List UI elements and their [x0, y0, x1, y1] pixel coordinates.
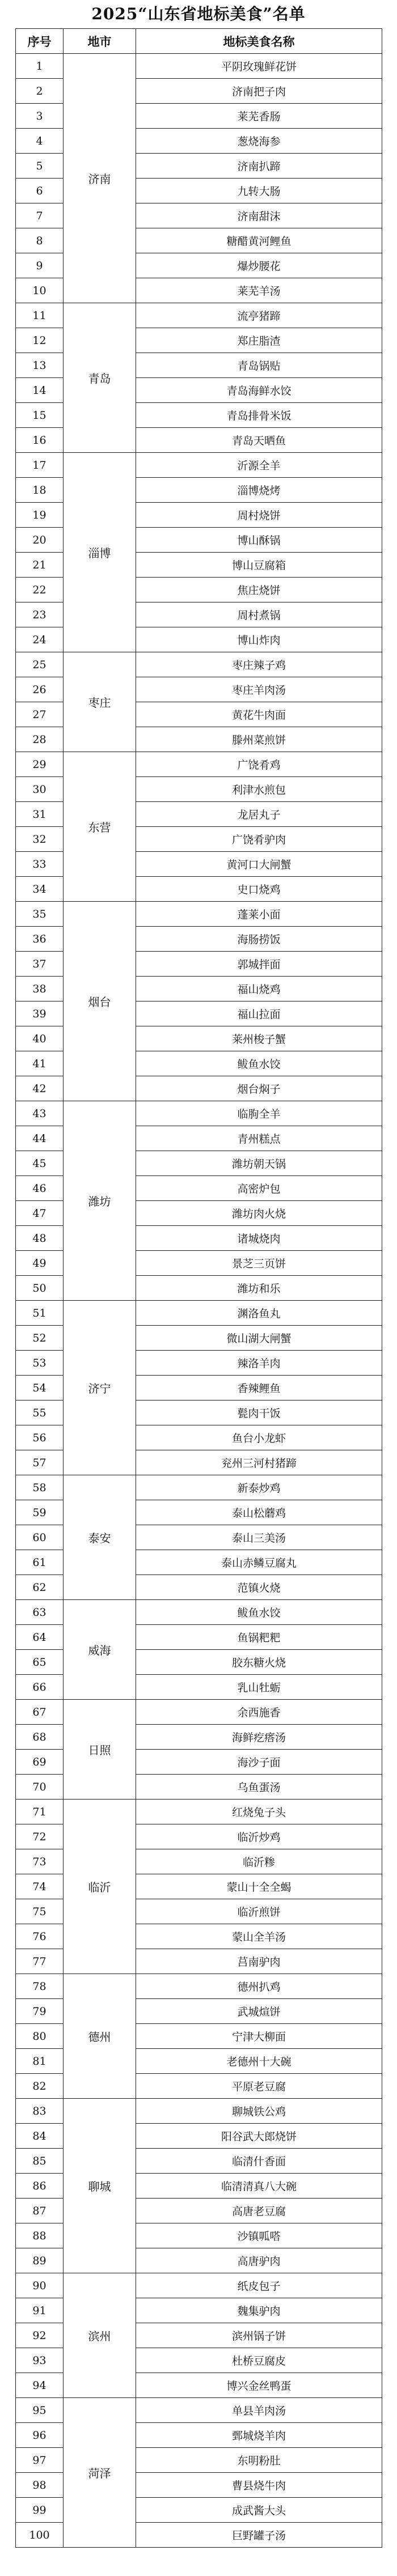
food-name: 青岛天晒鱼 — [136, 428, 382, 453]
city-cell: 威海 — [64, 1600, 136, 1700]
row-number: 32 — [16, 827, 64, 852]
row-number: 24 — [16, 627, 64, 652]
food-name: 淄博烧烤 — [136, 478, 382, 503]
row-number: 68 — [16, 1725, 64, 1750]
food-name: 泰山赤鳞豆腐丸 — [136, 1550, 382, 1575]
row-number: 79 — [16, 1999, 64, 2024]
city-cell: 淄博 — [64, 453, 136, 652]
city-cell: 临沂 — [64, 1800, 136, 1974]
row-number: 50 — [16, 1276, 64, 1301]
food-name: 爆炒腰花 — [136, 253, 382, 278]
row-number: 17 — [16, 453, 64, 478]
food-name: 鱼台小龙虾 — [136, 1425, 382, 1450]
food-name: 博兴金丝鸭蛋 — [136, 2373, 382, 2398]
row-number: 21 — [16, 553, 64, 578]
row-number: 35 — [16, 902, 64, 927]
header-food-name: 地标美食名称 — [136, 29, 382, 54]
row-number: 31 — [16, 802, 64, 827]
row-number: 22 — [16, 578, 64, 602]
row-number: 67 — [16, 1700, 64, 1725]
food-name: 辣洛羊肉 — [136, 1351, 382, 1376]
row-number: 98 — [16, 2473, 64, 2498]
food-name: 博山酥锅 — [136, 528, 382, 553]
row-number: 20 — [16, 528, 64, 553]
food-name: 聊城铁公鸡 — [136, 2099, 382, 2124]
city-cell: 济南 — [64, 54, 136, 303]
row-number: 14 — [16, 378, 64, 403]
row-number: 40 — [16, 1026, 64, 1051]
row-number: 27 — [16, 702, 64, 727]
row-number: 44 — [16, 1126, 64, 1151]
row-number: 51 — [16, 1301, 64, 1326]
row-number: 89 — [16, 2248, 64, 2273]
food-name: 黄河口大闸蟹 — [136, 852, 382, 877]
row-number: 15 — [16, 403, 64, 428]
city-cell: 日照 — [64, 1700, 136, 1800]
food-name: 潍坊肉火烧 — [136, 1201, 382, 1226]
row-number: 58 — [16, 1475, 64, 1500]
row-number: 80 — [16, 2024, 64, 2049]
row-number: 73 — [16, 1849, 64, 1874]
row-number: 85 — [16, 2149, 64, 2174]
row-number: 29 — [16, 752, 64, 777]
row-number: 93 — [16, 2348, 64, 2373]
row-number: 74 — [16, 1874, 64, 1899]
table-row — [16, 1101, 382, 1126]
row-number: 76 — [16, 1924, 64, 1949]
food-name: 蒙山十全全蝎 — [136, 1874, 382, 1899]
page-title: 2025“山东省地标美食”名单 — [91, 5, 306, 23]
row-number: 48 — [16, 1226, 64, 1251]
table-row — [16, 902, 382, 927]
food-name: 黄花牛肉面 — [136, 702, 382, 727]
food-name: 潍坊和乐 — [136, 1276, 382, 1301]
food-name: 临清清真八大碗 — [136, 2174, 382, 2199]
food-name: 博山炸肉 — [136, 627, 382, 652]
food-name: 莱州梭子蟹 — [136, 1026, 382, 1051]
table-row — [16, 2273, 382, 2298]
food-name: 魏集驴肉 — [136, 2298, 382, 2323]
row-number: 65 — [16, 1650, 64, 1675]
row-number: 99 — [16, 2498, 64, 2523]
food-name: 兖州三河村猪蹄 — [136, 1450, 382, 1475]
row-number: 47 — [16, 1201, 64, 1226]
row-number: 81 — [16, 2049, 64, 2074]
row-number: 19 — [16, 503, 64, 528]
row-number: 1 — [16, 54, 64, 79]
row-number: 55 — [16, 1401, 64, 1425]
table-row — [16, 303, 382, 328]
food-name: 滕州菜煎饼 — [136, 727, 382, 752]
table-header-row — [16, 29, 382, 54]
city-cell: 青岛 — [64, 303, 136, 453]
row-number: 61 — [16, 1550, 64, 1575]
city-cell: 烟台 — [64, 902, 136, 1101]
row-number: 13 — [16, 353, 64, 378]
row-number: 38 — [16, 977, 64, 1001]
row-number: 83 — [16, 2099, 64, 2124]
food-name: 莱芜羊汤 — [136, 278, 382, 303]
food-name: 焦庄烧饼 — [136, 578, 382, 602]
row-number: 23 — [16, 602, 64, 627]
food-name: 泰山松蘑鸡 — [136, 1500, 382, 1525]
food-name: 周村烧饼 — [136, 503, 382, 528]
row-number: 25 — [16, 652, 64, 677]
food-name: 高唐驴肉 — [136, 2248, 382, 2273]
food-name: 济南扒蹄 — [136, 154, 382, 179]
row-number: 36 — [16, 927, 64, 952]
food-name: 高密炉包 — [136, 1176, 382, 1201]
row-number: 71 — [16, 1800, 64, 1824]
row-number: 53 — [16, 1351, 64, 1376]
row-number: 95 — [16, 2398, 64, 2423]
row-number: 45 — [16, 1151, 64, 1176]
row-number: 84 — [16, 2124, 64, 2149]
row-number: 4 — [16, 129, 64, 154]
food-name: 高唐老豆腐 — [136, 2199, 382, 2223]
food-name: 香辣鲤鱼 — [136, 1376, 382, 1401]
header-number: 序号 — [16, 29, 64, 54]
food-name: 青岛海鲜水饺 — [136, 378, 382, 403]
row-number: 78 — [16, 1974, 64, 1999]
row-number: 54 — [16, 1376, 64, 1401]
city-cell: 聊城 — [64, 2099, 136, 2273]
table-row — [16, 652, 382, 677]
food-name: 余西施香 — [136, 1700, 382, 1725]
table-row — [16, 1974, 382, 1999]
row-number: 16 — [16, 428, 64, 453]
city-cell: 潍坊 — [64, 1101, 136, 1301]
food-name: 史口烧鸡 — [136, 877, 382, 902]
row-number: 87 — [16, 2199, 64, 2223]
row-number: 41 — [16, 1051, 64, 1076]
food-name: 宁津大柳面 — [136, 2024, 382, 2049]
city-cell: 菏泽 — [64, 2398, 136, 2548]
food-name: 龙居丸子 — [136, 802, 382, 827]
food-name: 临沂糁 — [136, 1849, 382, 1874]
row-number: 63 — [16, 1600, 64, 1625]
food-name: 渊洛鱼丸 — [136, 1301, 382, 1326]
food-name: 鲅鱼水饺 — [136, 1600, 382, 1625]
food-name: 枣庄辣子鸡 — [136, 652, 382, 677]
food-name: 纸皮包子 — [136, 2273, 382, 2298]
food-name: 临沂煎饼 — [136, 1899, 382, 1924]
food-name: 葱烧海参 — [136, 129, 382, 154]
food-name: 胶东糖火烧 — [136, 1650, 382, 1675]
food-name: 蒙山全羊汤 — [136, 1924, 382, 1949]
row-number: 75 — [16, 1899, 64, 1924]
food-name: 诸城烧肉 — [136, 1226, 382, 1251]
row-number: 10 — [16, 278, 64, 303]
row-number: 7 — [16, 203, 64, 228]
food-name: 东明粉肚 — [136, 2448, 382, 2473]
table-row — [16, 2099, 382, 2124]
city-cell: 滨州 — [64, 2273, 136, 2398]
row-number: 2 — [16, 79, 64, 104]
food-name: 新泰炒鸡 — [136, 1475, 382, 1500]
row-number: 30 — [16, 777, 64, 802]
row-number: 97 — [16, 2448, 64, 2473]
food-name: 平原老豆腐 — [136, 2074, 382, 2099]
row-number: 77 — [16, 1949, 64, 1974]
row-number: 42 — [16, 1076, 64, 1101]
row-number: 28 — [16, 727, 64, 752]
row-number: 62 — [16, 1575, 64, 1600]
food-name: 利津水煎包 — [136, 777, 382, 802]
row-number: 72 — [16, 1824, 64, 1849]
city-cell: 东营 — [64, 752, 136, 902]
food-name: 博山豆腐箱 — [136, 553, 382, 578]
city-cell: 济宁 — [64, 1301, 136, 1475]
header-city: 地市 — [64, 29, 136, 54]
row-number: 46 — [16, 1176, 64, 1201]
food-name: 海鲜疙瘩汤 — [136, 1725, 382, 1750]
row-number: 33 — [16, 852, 64, 877]
food-name: 微山湖大闸蟹 — [136, 1326, 382, 1351]
food-name: 红烧兔子头 — [136, 1800, 382, 1824]
food-name: 范镇火烧 — [136, 1575, 382, 1600]
food-name: 广饶肴驴肉 — [136, 827, 382, 852]
food-name: 福山拉面 — [136, 1001, 382, 1026]
row-number: 64 — [16, 1625, 64, 1650]
food-name: 流亭猪蹄 — [136, 303, 382, 328]
food-name: 曹县烧牛肉 — [136, 2473, 382, 2498]
food-name: 济南把子肉 — [136, 79, 382, 104]
food-name: 海沙子面 — [136, 1750, 382, 1775]
row-number: 49 — [16, 1251, 64, 1276]
row-number: 100 — [16, 2523, 64, 2548]
food-name: 单县羊肉汤 — [136, 2398, 382, 2423]
food-name: 临沂炒鸡 — [136, 1824, 382, 1849]
food-name: 潍坊朝天锅 — [136, 1151, 382, 1176]
food-name: 巨野罐子汤 — [136, 2523, 382, 2548]
food-name: 广饶肴鸡 — [136, 752, 382, 777]
food-name: 济南甜沫 — [136, 203, 382, 228]
food-name: 滨州锅子饼 — [136, 2323, 382, 2348]
row-number: 3 — [16, 104, 64, 129]
food-name: 郭城拌面 — [136, 952, 382, 977]
row-number: 43 — [16, 1101, 64, 1126]
food-name: 周村煮锅 — [136, 602, 382, 627]
table-row — [16, 1800, 382, 1824]
row-number: 56 — [16, 1425, 64, 1450]
city-cell: 枣庄 — [64, 652, 136, 752]
food-name: 甏肉干饭 — [136, 1401, 382, 1425]
row-number: 94 — [16, 2373, 64, 2398]
food-name: 沂源全羊 — [136, 453, 382, 478]
table-row — [16, 54, 382, 79]
food-name: 青岛锅贴 — [136, 353, 382, 378]
food-name: 德州扒鸡 — [136, 1974, 382, 1999]
food-name: 九转大肠 — [136, 179, 382, 203]
row-number: 59 — [16, 1500, 64, 1525]
city-cell: 泰安 — [64, 1475, 136, 1600]
food-name: 乳山牡蛎 — [136, 1675, 382, 1700]
city-cell: 德州 — [64, 1974, 136, 2099]
row-number: 70 — [16, 1775, 64, 1800]
row-number: 8 — [16, 228, 64, 253]
row-number: 11 — [16, 303, 64, 328]
row-number: 6 — [16, 179, 64, 203]
row-number: 90 — [16, 2273, 64, 2298]
table-row — [16, 1600, 382, 1625]
food-name: 老德州十大碗 — [136, 2049, 382, 2074]
food-name: 郑庄脂渣 — [136, 328, 382, 353]
food-name: 沙镇呱嗒 — [136, 2223, 382, 2248]
food-name: 景芝三页饼 — [136, 1251, 382, 1276]
food-name: 武城煊饼 — [136, 1999, 382, 2024]
row-number: 96 — [16, 2423, 64, 2448]
food-name: 杜桥豆腐皮 — [136, 2348, 382, 2373]
food-name: 莒南驴肉 — [136, 1949, 382, 1974]
food-name: 鄄城烧羊肉 — [136, 2423, 382, 2448]
food-name: 泰山三美汤 — [136, 1525, 382, 1550]
row-number: 69 — [16, 1750, 64, 1775]
row-number: 52 — [16, 1326, 64, 1351]
row-number: 57 — [16, 1450, 64, 1475]
table-body — [16, 54, 382, 2548]
food-name: 蓬莱小面 — [136, 902, 382, 927]
row-number: 39 — [16, 1001, 64, 1026]
row-number: 5 — [16, 154, 64, 179]
row-number: 86 — [16, 2174, 64, 2199]
row-number: 37 — [16, 952, 64, 977]
food-name: 平阴玫瑰鲜花饼 — [136, 54, 382, 79]
food-name: 烟台焖子 — [136, 1076, 382, 1101]
row-number: 9 — [16, 253, 64, 278]
row-number: 88 — [16, 2223, 64, 2248]
food-name: 临清什香面 — [136, 2149, 382, 2174]
food-list-table — [15, 28, 382, 2548]
food-name: 枣庄羊肉汤 — [136, 677, 382, 702]
food-name: 海肠捞饭 — [136, 927, 382, 952]
food-name: 临朐全羊 — [136, 1101, 382, 1126]
food-name: 阳谷武大郎烧饼 — [136, 2124, 382, 2149]
row-number: 60 — [16, 1525, 64, 1550]
table-row — [16, 2398, 382, 2423]
row-number: 18 — [16, 478, 64, 503]
row-number: 82 — [16, 2074, 64, 2099]
food-name: 青岛排骨米饭 — [136, 403, 382, 428]
food-name: 鲅鱼水饺 — [136, 1051, 382, 1076]
table-row — [16, 453, 382, 478]
row-number: 92 — [16, 2323, 64, 2348]
row-number: 34 — [16, 877, 64, 902]
food-name: 鱼锅粑粑 — [136, 1625, 382, 1650]
food-name: 成武酱大头 — [136, 2498, 382, 2523]
food-name: 莱芜香肠 — [136, 104, 382, 129]
row-number: 12 — [16, 328, 64, 353]
food-name: 福山烧鸡 — [136, 977, 382, 1001]
row-number: 91 — [16, 2298, 64, 2323]
table-row — [16, 752, 382, 777]
table-row — [16, 1475, 382, 1500]
row-number: 66 — [16, 1675, 64, 1700]
food-name: 糖醋黄河鲤鱼 — [136, 228, 382, 253]
food-name: 青州糕点 — [136, 1126, 382, 1151]
table-row — [16, 1301, 382, 1326]
row-number: 26 — [16, 677, 64, 702]
food-name: 乌鱼蛋汤 — [136, 1775, 382, 1800]
table-row — [16, 1700, 382, 1725]
